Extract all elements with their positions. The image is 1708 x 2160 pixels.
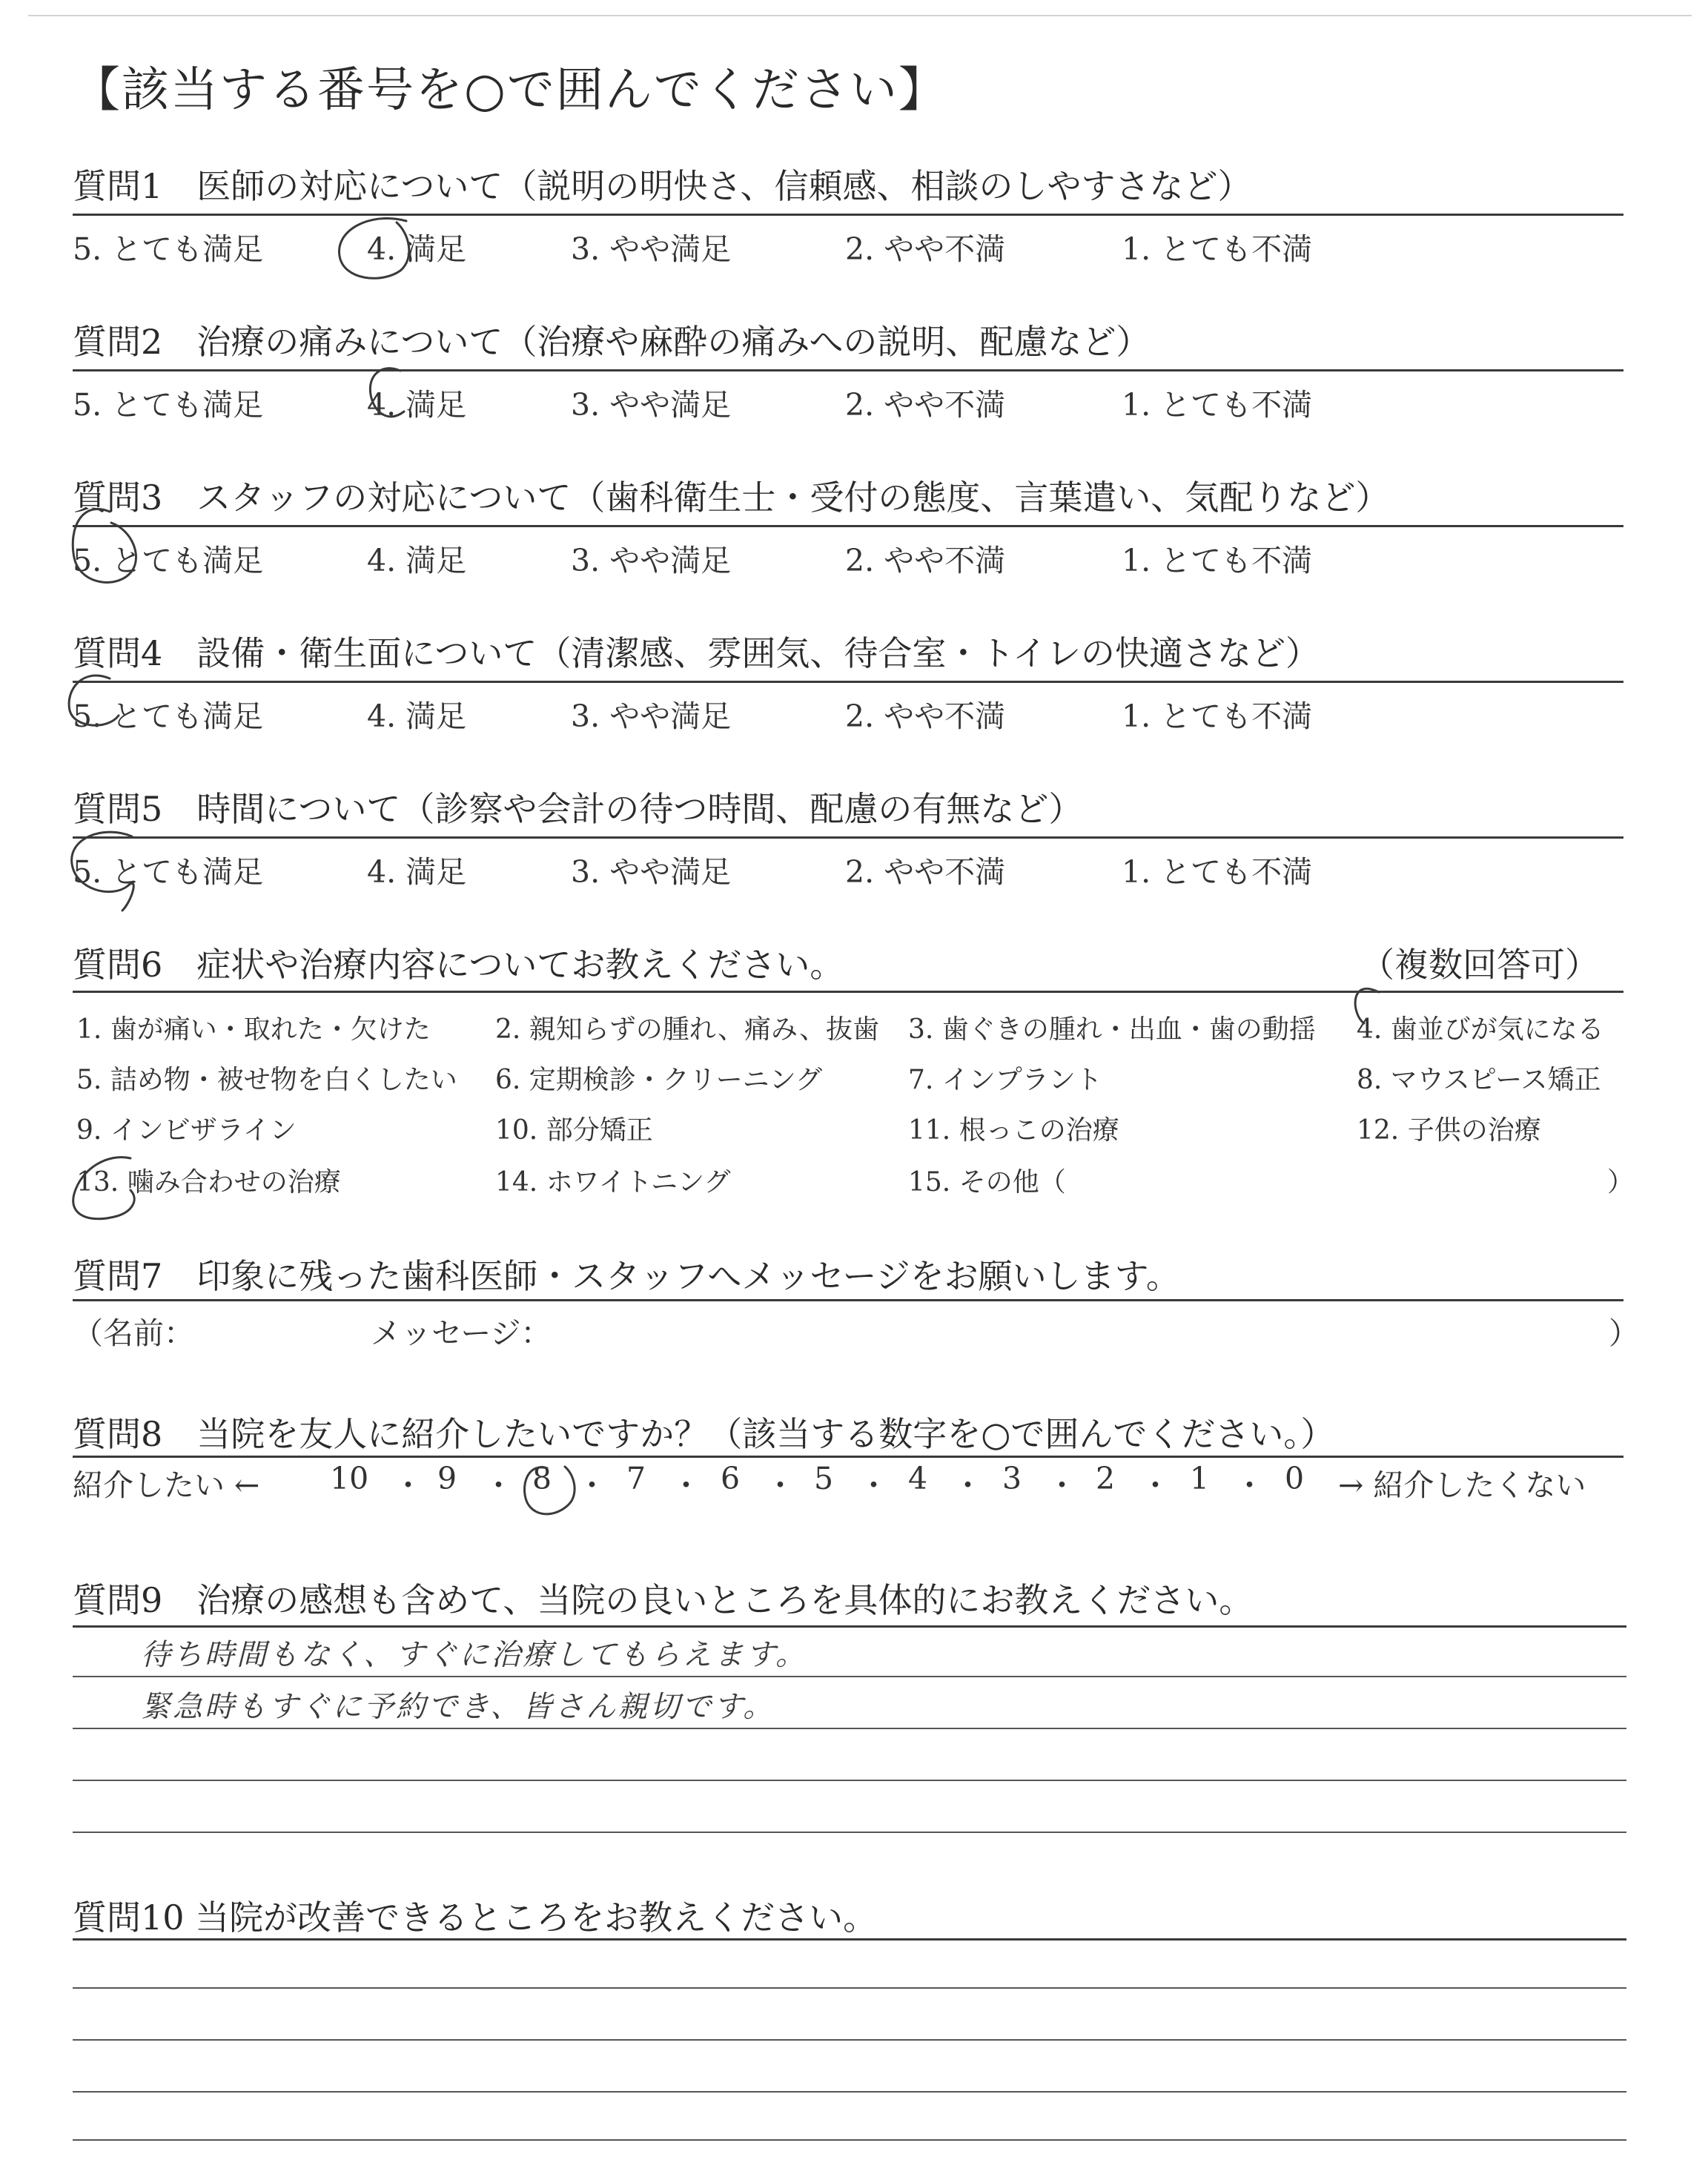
q4-option-3[interactable]: 3. やや満足 — [571, 698, 732, 734]
q6-option-14[interactable]: 14. ホワイトニング — [495, 1167, 731, 1198]
q7-title: 質問7 印象に残った歯科医師・スタッフへメッセージをお願いします。 — [73, 1256, 1180, 1296]
q8-scale-dot: ・ — [765, 1467, 795, 1503]
q8-scale-9[interactable]: 9 — [437, 1461, 457, 1496]
q6-option-6[interactable]: 6. 定期検診・クリーニング — [495, 1065, 823, 1095]
q6-option-13[interactable]: 13. 噛み合わせの治療 — [76, 1167, 341, 1198]
q2-option-5[interactable]: 5. とても満足 — [73, 387, 264, 423]
q6-other-close-paren: ） — [1607, 1167, 1635, 1198]
q5-option-4[interactable]: 4. 満足 — [367, 854, 467, 890]
q3-option-1[interactable]: 1. とても不満 — [1122, 543, 1313, 578]
q8-scale-6[interactable]: 6 — [721, 1461, 741, 1496]
q6-option-12[interactable]: 12. 子供の治療 — [1357, 1115, 1541, 1146]
q5-option-5[interactable]: 5. とても満足 — [73, 854, 264, 890]
q4-option-5[interactable]: 5. とても満足 — [73, 698, 264, 734]
q6-option-4[interactable]: 4. 歯並びが気になる — [1357, 1014, 1604, 1045]
q5-option-1[interactable]: 1. とても不満 — [1122, 854, 1313, 890]
answer-line — [73, 1987, 1626, 1989]
answer-line — [73, 1780, 1626, 1781]
q1-option-3[interactable]: 3. やや満足 — [571, 231, 732, 267]
q3-option-5[interactable]: 5. とても満足 — [73, 543, 264, 578]
q6-option-3[interactable]: 3. 歯ぐきの腫れ・出血・歯の動揺 — [908, 1014, 1316, 1045]
q10-rule — [73, 1938, 1626, 1941]
answer-line — [73, 2139, 1626, 2141]
q8-scale-4[interactable]: 4 — [908, 1461, 928, 1496]
q3-rule — [73, 525, 1623, 527]
q8-scale-dot: ・ — [483, 1467, 514, 1503]
q7-name-label: （名前： — [73, 1315, 194, 1351]
top-border-line — [28, 15, 1692, 16]
q6-option-5[interactable]: 5. 詰め物・被せ物を白くしたい — [76, 1065, 457, 1095]
q8-scale-2[interactable]: 2 — [1096, 1461, 1116, 1496]
q9-title: 質問9 治療の感想も含めて、当院の良いところを具体的にお教えください。 — [73, 1580, 1254, 1620]
q8-scale-dot: ・ — [671, 1467, 701, 1503]
instruction-header: 【該当する番号を○で囲んでください】 — [73, 63, 947, 118]
q2-option-4[interactable]: 4. 満足 — [367, 387, 467, 423]
q3-option-2[interactable]: 2. やや不満 — [845, 543, 1006, 578]
q4-option-4[interactable]: 4. 満足 — [367, 698, 467, 734]
q8-scale-dot: ・ — [1140, 1467, 1171, 1503]
q2-rule — [73, 369, 1623, 371]
q6-option-9[interactable]: 9. インビザライン — [76, 1115, 297, 1146]
answer-line — [73, 1728, 1626, 1729]
answer-line — [73, 2091, 1626, 2093]
q1-title: 質問1 医師の対応について（説明の明快さ、信頼感、相談のしやすさなど） — [73, 166, 1252, 206]
q8-scale-8[interactable]: 8 — [532, 1461, 552, 1496]
q6-option-2[interactable]: 2. 親知らずの腫れ、痛み、抜歯 — [495, 1014, 880, 1045]
q6-option-15[interactable]: 15. その他（ — [908, 1167, 1066, 1198]
q7-close-paren: ） — [1609, 1315, 1639, 1351]
q1-option-2[interactable]: 2. やや不満 — [845, 231, 1006, 267]
q4-option-2[interactable]: 2. やや不満 — [845, 698, 1006, 734]
answer-line — [73, 2039, 1626, 2041]
q8-scale-7[interactable]: 7 — [626, 1461, 646, 1496]
q6-multiple-note: （複数回答可） — [1360, 945, 1599, 985]
q5-title: 質問5 時間について（診察や会計の待つ時間、配慮の有無など） — [73, 789, 1083, 829]
q2-option-1[interactable]: 1. とても不満 — [1122, 387, 1313, 423]
q8-right-label: → 紹介したくない — [1338, 1467, 1586, 1503]
q6-option-10[interactable]: 10. 部分矯正 — [495, 1115, 653, 1146]
q6-option-1[interactable]: 1. 歯が痛い・取れた・欠けた — [76, 1014, 431, 1045]
q7-rule — [73, 1299, 1623, 1301]
q6-rule — [73, 991, 1623, 993]
q10-title: 質問10 当院が改善できるところをお教えください。 — [73, 1898, 878, 1938]
q9-handwritten-line-1: 待ち時間もなく、すぐに治療してもらえます。 — [141, 1638, 807, 1672]
q3-title: 質問3 スタッフの対応について（歯科衛生士・受付の態度、言葉遣い、気配りなど） — [73, 478, 1390, 518]
q8-scale-dot: ・ — [953, 1467, 983, 1503]
answer-line — [73, 1676, 1626, 1677]
q3-option-4[interactable]: 4. 満足 — [367, 543, 467, 578]
q9-handwritten-line-2: 緊急時もすぐに予約でき、皆さん親切です。 — [141, 1690, 775, 1724]
q8-left-label: 紹介したい ← — [73, 1467, 260, 1503]
q1-option-5[interactable]: 5. とても満足 — [73, 231, 264, 267]
q8-scale-10[interactable]: 10 — [330, 1461, 369, 1496]
answer-line — [73, 1832, 1626, 1833]
q8-scale-0[interactable]: 0 — [1285, 1461, 1305, 1496]
q8-scale-3[interactable]: 3 — [1002, 1461, 1022, 1496]
q2-option-2[interactable]: 2. やや不満 — [845, 387, 1006, 423]
q1-option-1[interactable]: 1. とても不満 — [1122, 231, 1313, 267]
q5-option-3[interactable]: 3. やや満足 — [571, 854, 732, 890]
q8-scale-dot: ・ — [858, 1467, 889, 1503]
q8-scale-dot: ・ — [577, 1467, 607, 1503]
q6-option-11[interactable]: 11. 根っこの治療 — [908, 1115, 1119, 1146]
q8-scale-dot: ・ — [1047, 1467, 1077, 1503]
q8-title: 質問8 当院を友人に紹介したいですか？（該当する数字を○で囲んでください。） — [73, 1414, 1335, 1454]
q8-scale-5[interactable]: 5 — [814, 1461, 834, 1496]
q4-rule — [73, 681, 1623, 683]
q1-option-4[interactable]: 4. 満足 — [367, 231, 467, 267]
q4-title: 質問4 設備・衛生面について（清潔感、雰囲気、待合室・トイレの快適さなど） — [73, 633, 1320, 673]
q4-option-1[interactable]: 1. とても不満 — [1122, 698, 1313, 734]
q3-option-3[interactable]: 3. やや満足 — [571, 543, 732, 578]
q8-scale-dot: ・ — [393, 1467, 423, 1503]
q6-option-8[interactable]: 8. マウスピース矯正 — [1357, 1065, 1601, 1095]
q6-title: 質問6 症状や治療内容についてお教えください。 — [73, 945, 844, 985]
q8-scale-1[interactable]: 1 — [1190, 1461, 1210, 1496]
q1-rule — [73, 214, 1623, 216]
q5-option-2[interactable]: 2. やや不満 — [845, 854, 1006, 890]
q6-option-7[interactable]: 7. インプラント — [908, 1065, 1102, 1095]
q8-rule — [73, 1456, 1623, 1458]
q5-rule — [73, 836, 1623, 839]
q2-title: 質問2 治療の痛みについて（治療や麻酔の痛みへの説明、配慮など） — [73, 322, 1151, 362]
q9-rule — [73, 1625, 1626, 1628]
q7-message-label: メッセージ： — [371, 1315, 552, 1351]
q8-scale-dot: ・ — [1234, 1467, 1265, 1503]
q2-option-3[interactable]: 3. やや満足 — [571, 387, 732, 423]
